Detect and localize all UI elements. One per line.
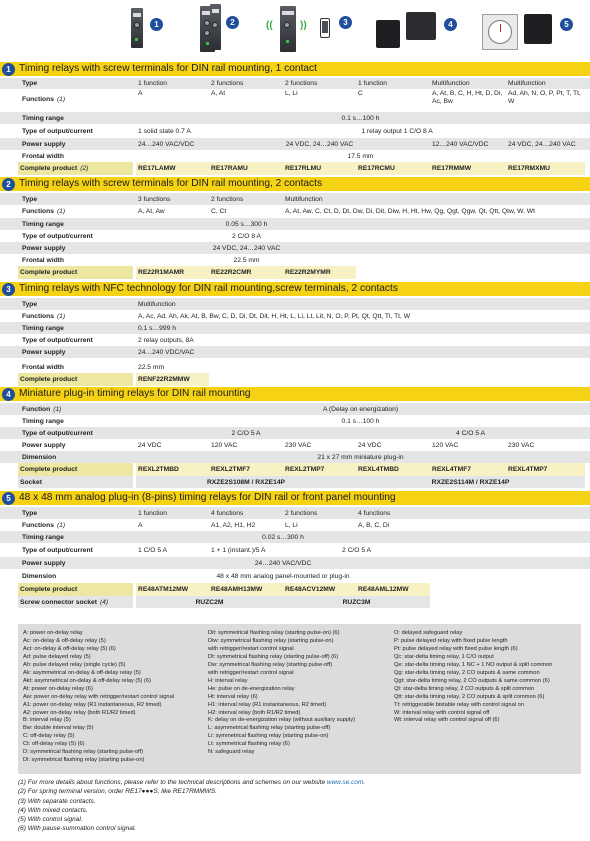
table-cell: 4 functions	[358, 509, 391, 517]
table-cell: 120 VAC	[211, 441, 238, 449]
table-cell: 2 C/O 5 A	[231, 429, 261, 437]
product-reference: RE17RAMU	[209, 162, 283, 175]
table-row	[0, 138, 590, 150]
table-cell: 22.5 mm	[138, 363, 165, 371]
legend-column-1	[23, 630, 174, 765]
table-cell: 1 C/O 5 A	[138, 546, 167, 554]
table-row-product	[0, 583, 590, 596]
row-label: Power supply	[22, 441, 66, 449]
legend-item: Lt: symmetrical flashing relay (6)	[208, 741, 290, 748]
section-title: 48 x 48 mm analog plug-in (8-pins) timing relays for DIN rail or front panel mounting	[19, 492, 396, 503]
product-reference: RE22R2CMR	[209, 266, 283, 279]
table-row-socket	[0, 596, 590, 608]
row-label: Screw connector socket (4)	[18, 596, 133, 608]
table-cell: 0.05 s…300 h	[225, 220, 268, 228]
table-cell: 2 functions	[211, 195, 244, 203]
product-reference: RE17LAMW	[136, 162, 209, 175]
table-cell: C, Ct	[211, 207, 227, 215]
table-cell: 24 VDC	[358, 441, 382, 449]
table-cell: 230 VAC	[508, 441, 535, 449]
section-title: Timing relays with screw terminals for DIN rail mounting, 2 contacts	[19, 178, 323, 189]
legend-item: Ct: off-delay relay (5) (6)	[23, 741, 85, 748]
row-label: Complete product	[18, 266, 133, 279]
section-number: 5	[2, 492, 15, 505]
legend-item: H1: interval relay (R1 instantaneous, R2 timed)	[208, 701, 327, 708]
product-reference: RE17RMXMU	[506, 162, 585, 175]
product-reference: RE48ACV12MW	[283, 583, 356, 596]
product-reference: RE48AMH13MW	[209, 583, 283, 596]
table-cell: A (Delay on energization)	[322, 405, 399, 413]
footnote-3: (3) With separate contacts.	[18, 797, 96, 805]
product-reference: REXL4TMP7	[506, 463, 585, 476]
table-row	[0, 193, 590, 205]
section-number: 4	[2, 388, 15, 401]
table-row	[0, 298, 590, 310]
product-reference: REXL2TMBD	[136, 463, 209, 476]
photo-number: 2	[226, 16, 239, 29]
product-reference: REXL2TMF7	[209, 463, 283, 476]
table-cell: 3 functions	[138, 195, 171, 203]
section-number: 2	[2, 178, 15, 191]
product-photo-re22	[198, 4, 243, 54]
product-photo-re17	[128, 6, 164, 54]
table-row	[0, 242, 590, 254]
legend-item: Qg: star-delta timing relay, 2 CO outputs & same common	[394, 669, 540, 676]
row-label: Complete product (2)	[18, 162, 133, 175]
legend-item: A: power on-delay relay	[23, 630, 83, 636]
row-label: Type	[22, 300, 38, 308]
table-cell: 0.1 s…100 h	[341, 417, 380, 425]
table-row	[0, 254, 590, 266]
legend-item: A2: power on-delay relay (both R1/R2 timed)	[23, 709, 136, 716]
relay-image	[280, 6, 296, 52]
legend-item: Di: symmetrical flashing relay (starting pulse-on)	[23, 757, 145, 764]
legend-item: Ah: pulse delayed relay (single cycle) (5)	[23, 661, 126, 668]
table-cell: 1 solid state 0.7 A	[138, 127, 191, 135]
table-row	[0, 507, 590, 519]
table-row	[0, 205, 590, 217]
table-row	[0, 519, 590, 531]
table-row-product	[0, 463, 590, 476]
product-reference: REXL4TMBD	[356, 463, 430, 476]
table-cell: 0.1 s…100 h	[341, 114, 380, 122]
legend-item: Diw: symmetrical flashing relay (starting pulse-on)	[208, 637, 334, 644]
website-link[interactable]: www.se.com	[326, 779, 364, 786]
socket-image	[406, 12, 436, 40]
legend-item: Ad: pulse delayed relay (5)	[23, 653, 91, 660]
table-cell: 1 function	[358, 80, 387, 87]
table-row-product	[0, 266, 590, 279]
table-cell: 1 + 1 (instant.)/5 A	[211, 546, 266, 554]
table-cell: 12…240 VAC/VDC	[432, 140, 489, 148]
table-row	[0, 569, 590, 583]
product-photos	[0, 0, 590, 58]
row-label: Functions (1)	[22, 96, 66, 103]
table-row	[0, 112, 590, 124]
row-label: Timing range	[22, 220, 64, 228]
row-label: Frontal width	[22, 152, 64, 160]
table-row	[0, 334, 590, 346]
photo-number: 3	[339, 16, 352, 29]
row-label: Power supply	[22, 140, 66, 148]
table-cell: 2 C/O 8 A	[232, 232, 261, 240]
table-cell: 24 VDC, 24…240 VAC	[508, 140, 576, 148]
product-reference: RE17RCMU	[356, 162, 430, 175]
legend-item: W: interval relay with control signal off	[394, 709, 490, 716]
table-cell: 17.5 mm	[347, 152, 374, 160]
nfc-wave-icon: ))	[300, 20, 307, 31]
legend-item: Qc: star-delta timing relay, 1 C/O output	[394, 653, 494, 660]
table-cell: 24 VDC	[138, 441, 162, 449]
row-label: Type	[22, 80, 38, 87]
smartphone-icon	[320, 18, 330, 38]
table-row	[0, 230, 590, 242]
legend-item: O: delayed safeguard relay	[394, 630, 463, 636]
table-row	[0, 403, 590, 415]
legend-item: Qgt: star-delta timing relay, 2 CO outputs & same common (6)	[394, 677, 550, 684]
product-reference: REXL2TMP7	[283, 463, 356, 476]
row-label: Power supply	[22, 244, 66, 252]
table-row	[0, 322, 590, 334]
footnote-5: (5) With control signal.	[18, 816, 83, 824]
table-cell: Multifunction	[432, 80, 470, 87]
legend-item: Ht: interval relay (6)	[208, 693, 258, 700]
section-header-5	[0, 491, 590, 505]
legend-item: D: symmetrical flashing relay (starting pulse-off)	[23, 749, 144, 756]
plugin-relay-image	[376, 20, 400, 48]
legend-column-2	[208, 630, 355, 757]
row-label: Functions (1)	[22, 312, 66, 320]
table-row	[0, 346, 590, 358]
table-cell: A, At, Aw, C, Ct, D, Dt, Dw, Di, Dit, Diw, H, Ht, Hw, Qg, Qgt, Qgw, Qt, Qtt, Qtw, W, Wt	[285, 207, 535, 215]
table-cell: A, Ac, Ad, Ah, Ak, At, B, Bw, C, D, Di, Dt, Dit, H, Ht, L, Li, Lt, Lit, N, O, P, Pt, Qt, Qtt, Tl, Tt, W	[138, 312, 411, 320]
row-label: Type of output/current	[22, 429, 93, 437]
table-cell: 1 function	[138, 509, 167, 517]
legend-item: At: power on-delay relay (6)	[23, 685, 93, 692]
footnote-6: (6) With pause-summation control signal.	[18, 825, 137, 833]
table-cell: A, At, B, C, H, Ht, D, Di, Ac, Bw	[432, 90, 503, 105]
row-label: Type	[22, 195, 38, 203]
section-header-1	[0, 62, 590, 76]
product-reference: RENF22R2MMW	[136, 373, 209, 386]
row-label: Functions (1)	[22, 207, 66, 215]
table-cell: A	[138, 90, 143, 97]
table-row	[0, 543, 590, 557]
legend-item: L: asymmetrical flashing relay (starting pulse-off)	[208, 725, 331, 732]
function-legend	[18, 624, 581, 774]
legend-item: Akt: asymmetrical on-delay & off-delay relay (5) (6)	[23, 677, 151, 684]
legend-item: Pt: pulse delayed relay with fixed pulse length (6)	[394, 645, 518, 652]
legend-item: with retrigger/restart control signal	[208, 645, 294, 652]
table-cell: 4 functions	[211, 509, 244, 517]
legend-item: Li: symmetrical flashing relay (starting pulse-on)	[208, 733, 329, 740]
table-cell: 24…240 VDC/VAC	[138, 348, 195, 356]
product-reference: REXL4TMF7	[430, 463, 506, 476]
table-cell: 2 C/O 5 A	[342, 546, 371, 554]
row-label: Type	[22, 509, 38, 517]
socket-reference: RXZE2S114M / RXZE14P	[356, 476, 585, 488]
legend-item: B: interval relay (5)	[23, 717, 71, 724]
row-label: Timing range	[22, 324, 64, 332]
table-cell: A	[138, 521, 143, 529]
section-title: Timing relays with NFC technology for DIN rail mounting,screw terminals, 2 contacts	[19, 283, 398, 294]
legend-column-3	[394, 630, 552, 725]
table-row	[0, 124, 590, 138]
row-label: Dimension	[22, 572, 57, 580]
legend-item: Wt: interval relay with control signal off (6)	[394, 717, 500, 724]
table-cell: 1 function	[138, 80, 167, 87]
table-cell: Multifunction	[508, 80, 546, 87]
row-label: Function (1)	[22, 405, 62, 413]
section-header-2	[0, 177, 590, 191]
table-cell: A, B, C, Di	[358, 521, 390, 529]
photo-number: 5	[560, 18, 573, 31]
row-label: Frontal width	[22, 256, 64, 264]
row-label: Timing range	[22, 533, 64, 541]
table-cell: 2 functions	[285, 80, 318, 87]
table-cell: Ad, Ah, N, O, P, Pt, T, Tt, W	[508, 90, 581, 105]
product-reference: RE48AML12MW	[356, 583, 430, 596]
table-cell: 2 relay outputs, 8A	[138, 336, 194, 344]
socket-image	[524, 14, 552, 44]
row-label: Complete product	[18, 463, 133, 476]
product-reference: RE22R2MYMR	[283, 266, 356, 279]
footnote-4: (4) With mixed contacts.	[18, 806, 88, 814]
footnotes	[18, 778, 365, 834]
legend-item: Qtt: star-delta timing relay, 2 CO outputs & split common (6)	[394, 693, 545, 700]
section-number: 1	[2, 63, 15, 76]
row-label: Type of output/current	[22, 546, 93, 554]
socket-reference: RXZE2S108M / RXZE14P	[136, 476, 356, 488]
table-row-product	[0, 373, 590, 386]
table-cell: 1 relay output 1 C/O 8 A	[361, 127, 433, 135]
product-photo-rexl	[372, 6, 462, 56]
table-cell: L, Li	[285, 90, 298, 97]
table-cell: 2 functions	[285, 509, 318, 517]
table-cell: L, Li	[285, 521, 298, 529]
row-label: Complete product	[18, 583, 133, 596]
table-cell: 2 functions	[211, 80, 244, 87]
legend-item: Dit: symmetrical flashing relay (starting pulse-on) (6)	[208, 630, 340, 636]
table-row	[0, 451, 590, 463]
row-label: Complete product	[18, 373, 133, 386]
table-cell: A1, A2, H1, H2	[211, 521, 256, 529]
nfc-wave-icon: ((	[266, 20, 273, 31]
legend-item: A1: power on-delay relay (R1 instantaneous, R2 timed)	[23, 701, 162, 708]
legend-item: P: pulse delayed relay with fixed pulse length	[394, 637, 508, 644]
legend-item: Dt: symmetrical flashing relay (starting pulse-off) (6)	[208, 653, 339, 660]
table-row	[0, 427, 590, 439]
product-photo-re48	[478, 6, 578, 56]
table-cell: 48 x 48 mm analog panel-mounted or plug-in	[216, 572, 350, 580]
table-row-product	[0, 162, 590, 175]
legend-item: K: delay on de-energization relay (without auxiliary supply)	[208, 717, 356, 724]
table-cell: A, At	[211, 90, 226, 97]
row-label: Frontal width	[22, 363, 64, 371]
table-row	[0, 218, 590, 230]
legend-item: Qe: star-delta timing relay, 1 NC + 1 NO output & split common	[394, 661, 553, 668]
table-cell: 120 VAC	[432, 441, 459, 449]
legend-item: Bw: double interval relay (5)	[23, 725, 94, 732]
row-label: Timing range	[22, 114, 64, 122]
table-row	[0, 150, 590, 162]
legend-item: Act: on-delay & off-delay relay (5) (6)	[23, 645, 116, 652]
legend-item: C: off-delay relay (5)	[23, 733, 75, 740]
row-label: Power supply	[22, 559, 66, 567]
table-row	[0, 557, 590, 569]
table-cell: 24 VDC, 24…240 VAC	[285, 140, 354, 148]
legend-item: Dw: symmetrical flashing relay (starting pulse-off)	[208, 661, 333, 668]
analog-relay-image	[482, 14, 518, 50]
table-cell: 4 C/O 5 A	[456, 429, 485, 437]
table-row	[0, 78, 590, 89]
socket-reference: RUZC3M	[283, 596, 430, 608]
photo-number: 1	[150, 18, 163, 31]
relay-image	[131, 8, 143, 48]
footnote-1: (1) For more details about functions, please refer to the technical descriptions and schemes on our website www.se.com.	[18, 779, 366, 786]
legend-item: Ac: on-delay & off-delay relay (5)	[23, 637, 106, 644]
section-title: Timing relays with screw terminals for DIN rail mounting, 1 contact	[19, 63, 317, 74]
table-row	[0, 439, 590, 451]
legend-item: Ak: asymmetrical on-delay & off-delay relay (5)	[23, 669, 141, 676]
table-cell: 230 VAC	[285, 441, 312, 449]
legend-item: Tt: retriggerable bistable relay with control signal on	[394, 701, 524, 708]
table-cell: 24…240 VAC/VDC	[138, 140, 195, 148]
table-cell: A, At, Aw	[138, 207, 165, 215]
table-cell: C	[358, 90, 363, 97]
table-cell: Multifunction	[285, 195, 323, 203]
table-row	[0, 531, 590, 543]
photo-number: 4	[444, 18, 457, 31]
section-number: 3	[2, 283, 15, 296]
table-row	[0, 361, 590, 373]
row-label: Socket	[18, 476, 133, 488]
table-row-socket	[0, 476, 590, 488]
legend-item: N: safeguard relay	[208, 749, 255, 756]
table-row	[0, 89, 590, 110]
section-header-3	[0, 282, 590, 296]
table-cell: 0.1 s…999 h	[138, 324, 176, 332]
row-label: Type of output/current	[22, 232, 93, 240]
product-reference: RE22R1MAMR	[136, 266, 209, 279]
table-row	[0, 415, 590, 427]
row-label: Power supply	[22, 348, 66, 356]
row-label: Functions (1)	[22, 521, 66, 529]
row-label: Dimension	[22, 453, 57, 461]
product-reference: RE17RMMW	[430, 162, 506, 175]
table-cell: 0.02 s…300 h	[262, 533, 304, 541]
section-header-4	[0, 387, 590, 401]
footnote-2: (2) For spring terminal version, order RE17●●●S, like RE17RMMWS.	[18, 788, 217, 796]
product-reference: RE17RLMU	[283, 162, 356, 175]
row-label: Type of output/current	[22, 127, 93, 135]
legend-item: Aw: power on-delay relay with retrigger/restart control signal	[23, 693, 174, 700]
legend-item: Qt: star-delta timing relay, 2 CO outputs & split common	[394, 685, 535, 692]
legend-item: H2: interval relay (both R1/R2 timed)	[208, 709, 301, 716]
row-label: Type of output/current	[22, 336, 93, 344]
relay-image	[210, 4, 221, 50]
section-title: Miniature plug-in timing relays for DIN rail mounting	[19, 388, 251, 399]
table-cell: 24…240 VAC/VDC	[254, 559, 312, 567]
table-cell: Multifunction	[138, 300, 176, 308]
legend-item: with retrigger/restart control signal	[208, 669, 294, 676]
table-cell: 24 VDC, 24…240 VAC	[212, 244, 281, 252]
row-label: Timing range	[22, 417, 64, 425]
table-cell: 22.5 mm	[233, 256, 260, 264]
legend-item: He: pulse on de-energization relay	[208, 685, 295, 692]
table-cell: 21 x 27 mm miniature plug-in	[317, 453, 404, 461]
legend-item: H: interval relay	[208, 677, 248, 684]
table-row	[0, 310, 590, 322]
product-photo-renf22	[262, 4, 357, 54]
product-reference: RE48ATM12MW	[136, 583, 209, 596]
socket-reference: RUZC2M	[136, 596, 283, 608]
